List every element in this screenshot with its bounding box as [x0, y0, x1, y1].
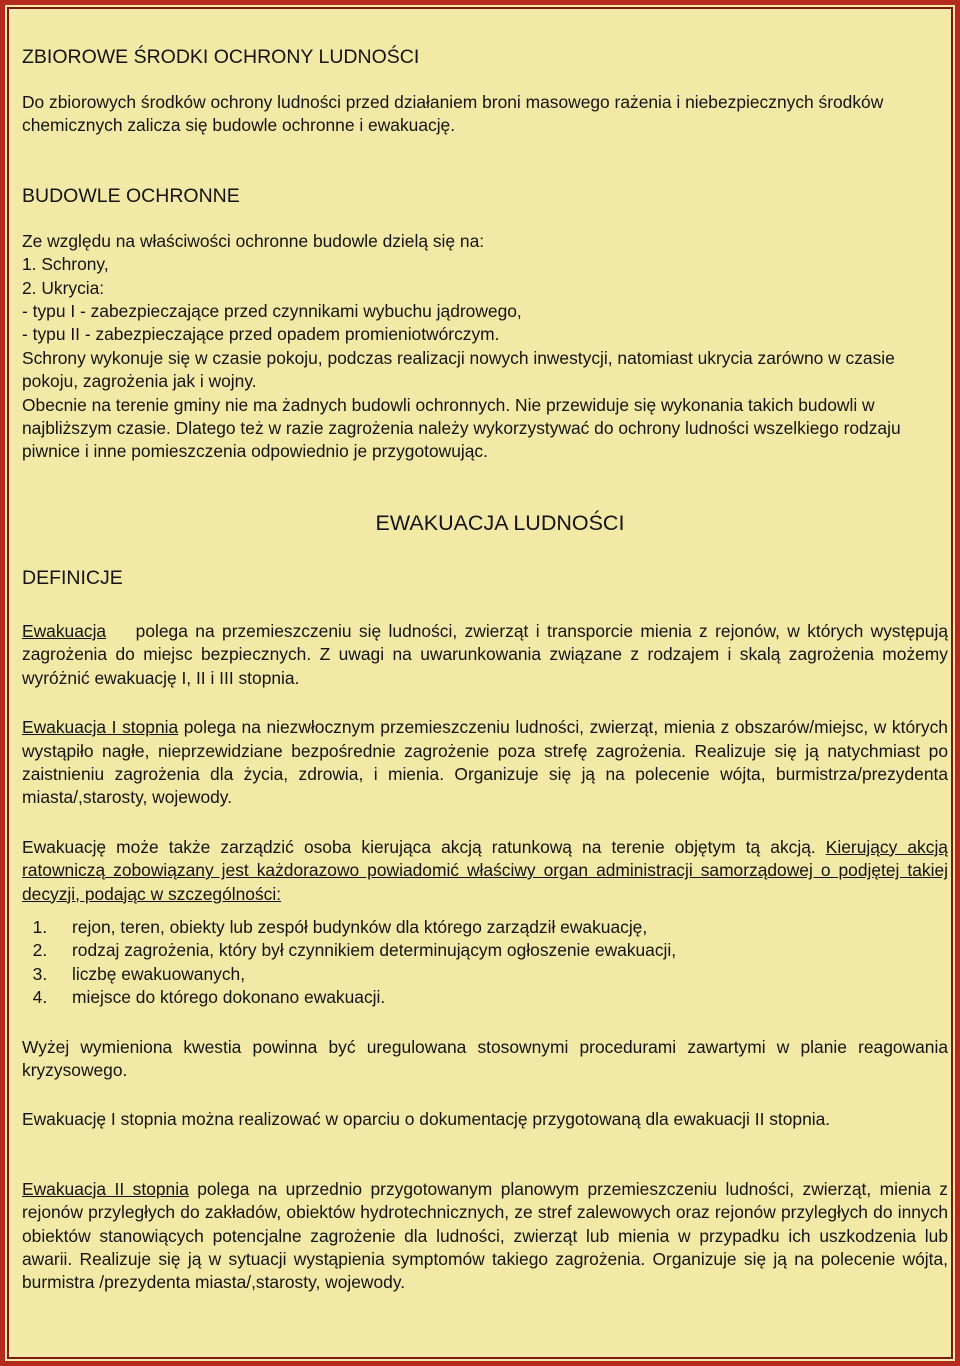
order-text: Ewakuację może także zarządzić osoba kierująca akcją ratunkową na terenie objętym tą akcją. — [22, 836, 816, 857]
list-item: 1. rejon, teren, obiekty lub zespół budynków dla którego zarządził ewakuację, — [52, 916, 948, 939]
section-heading-ewakuacja: EWAKUACJA LUDNOŚCI — [375, 510, 625, 535]
list-item: 2. rodzaj zagrożenia, który był czynnikiem determinującym ogłoszenie ewakuacji, — [52, 939, 948, 962]
definicje-heading: DEFINICJE — [22, 566, 123, 589]
budowle-line: - typu II - zabezpieczające przed opadem promieniotwórczym. — [22, 324, 500, 345]
procedury-paragraph: Wyżej wymieniona kwestia powinna być uregulowana stosownymi procedurami zawartymi w planie reagowania kryzysowego. — [22, 1036, 948, 1080]
definition-text: polega na przemieszczeniu się ludności, zwierząt i transporcie mienia z rejonów, w których występują zagrożenia do miejsc bezpiecznych. Z uwagi na uwarunkowania związane z rodzajem i skalą zagrożenia możemy wyróżnić ewakuację I, II i III stopnia. — [22, 620, 948, 688]
section-heading-budowle: BUDOWLE OCHRONNE — [22, 184, 240, 207]
intro-paragraph: Do zbiorowych środków ochrony ludności przed działaniem broni masowego rażenia i niebezpiecznych środków chemicznych zalicza się budowle ochronne i ewakuację. — [22, 92, 884, 136]
list-item: 3. liczbę ewakuowanych, — [52, 963, 948, 986]
stopien-1-text: polega na niezwłocznym przemieszczeniu ludności, zwierząt, mienia z obszarów/miejsc, w których wystąpiło nagłe, nieprzewidziane bezpośrednie zagrożenie poza strefę zagrożenia. Realizuje się ją natychmiast po zaistnieniu zagrożenia dla życia, zdrowia, i mienia. Organizuje się ją na polecenie wójta, burmistrza/prezydenta miasta/,starosty, wojewody. — [22, 717, 948, 808]
order-paragraph — [22, 836, 948, 906]
stopien-2-text: polega na uprzednio przygotowanym planowym przemieszczeniu ludności, zwierząt, mienia z rejonów przyległych do zakładów, obiektów hydrotechnicznych, ze stref zalewowych oraz rejonów przyległych do innych obiektów stanowiących potencjalne zagrożenie dla ludności, zwierząt lub mienia w przypadku ich uszkodzenia lub awarii. Realizuje się ją w sytuacji wystąpienia symptomów takiego zagrożenia. Organizuje się ją na polecenie wójta, burmistra /prezydenta miasta/,starosty, wojewody. — [22, 1178, 948, 1293]
stopien-1-paragraph — [22, 716, 948, 810]
dokumentacja-paragraph: Ewakuację I stopnia można realizować w oparciu o dokumentację przygotowaną dla ewakuacji II stopnia. — [22, 1109, 831, 1130]
stopien-2-paragraph — [22, 1178, 948, 1295]
budowle-line: 2. Ukrycia: — [22, 277, 105, 298]
budowle-status-paragraph: Obecnie na terenie gminy nie ma żadnych budowli ochronnych. Nie przewiduje się wykonania takich budowli w najbliższym czasie. Dlatego też w razie zagrożenia należy wykorzystywać do ochrony ludności wszelkiego rodzaju piwnice i inne pomieszczenia odpowiednio je przygotowując. — [22, 394, 901, 462]
order-underlined-text: Kierujący akcją ratowniczą zobowiązany jest każdorazowo powiadomić właściwy organ administracji samorządowej o podjętej takiej decyzji, podając w szczególności: — [22, 836, 948, 904]
stopien-2-term: Ewakuacja II stopnia — [22, 1178, 189, 1199]
document-content — [22, 45, 948, 1295]
definition-term: Ewakuacja — [22, 620, 107, 641]
list-item: 4. miejsce do którego dokonano ewakuacji. — [52, 986, 948, 1009]
budowle-line: 1. Schrony, — [22, 254, 109, 275]
schrony-paragraph: Schrony wykonuje się w czasie pokoju, podczas realizacji nowych inwestycji, natomiast ukrycia zarówno w czasie pokoju, zagrożenia jak i wojny. — [22, 347, 895, 392]
definition-paragraph — [22, 620, 948, 690]
stopien-1-term: Ewakuacja I stopnia — [22, 717, 179, 738]
budowle-line: - typu I - zabezpieczające przed czynnikami wybuchu jądrowego, — [22, 301, 522, 322]
budowle-line: Ze względu na właściwości ochronne budowle dzielą się na: — [22, 230, 485, 251]
notification-list — [22, 916, 948, 1010]
doc-title: ZBIOROWE ŚRODKI OCHRONY LUDNOŚCI — [22, 46, 420, 68]
